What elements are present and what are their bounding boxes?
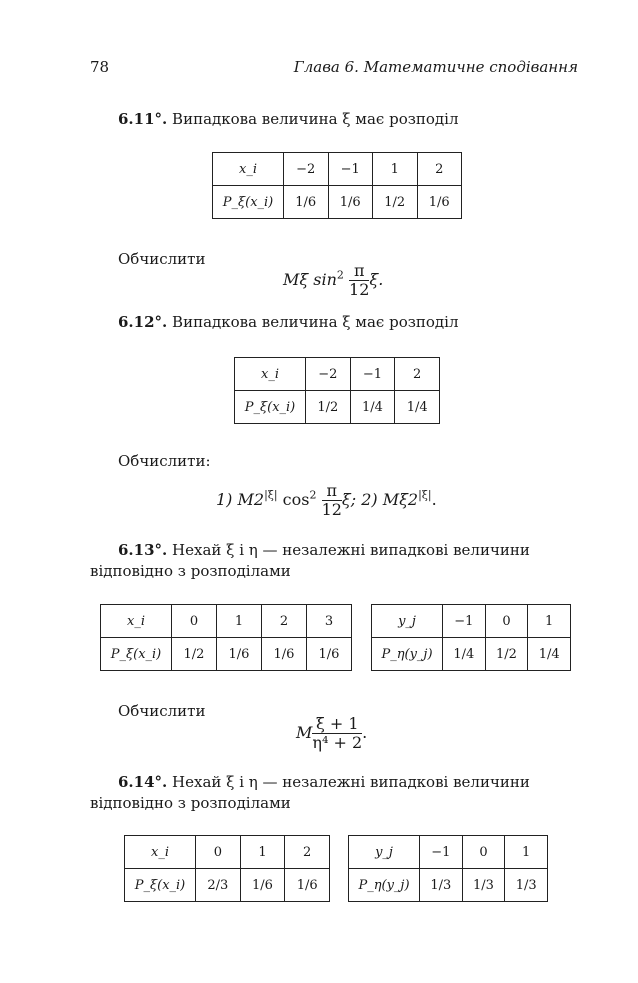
table-cell: 2/3 — [196, 869, 241, 902]
problem-text: відповідно з розподілами — [90, 794, 291, 812]
distribution-table-6-14-xi — [124, 835, 330, 902]
table-cell: x_i — [235, 358, 306, 391]
table-cell: 1/3 — [420, 869, 463, 902]
denominator: 12 — [349, 280, 370, 299]
table-cell: −1 — [328, 153, 373, 186]
table-cell: 2 — [417, 153, 462, 186]
table-cell: x_i — [125, 836, 196, 869]
table-cell: 0 — [485, 605, 528, 638]
table-cell: 1/6 — [285, 869, 330, 902]
distribution-table-6-13-xi — [100, 604, 352, 671]
formula-part: |ξ| — [418, 488, 432, 502]
fraction — [322, 482, 342, 519]
distribution-table-6-12 — [234, 357, 440, 424]
table-cell: 1/4 — [443, 638, 486, 671]
table-cell: 1 — [240, 836, 285, 869]
table-cell: P_ξ(x_i) — [213, 186, 284, 219]
table-cell: y_j — [349, 836, 420, 869]
numerator: π — [349, 262, 369, 281]
table-cell: 1/6 — [284, 186, 329, 219]
table-cell: 0 — [196, 836, 241, 869]
table-cell: 1/6 — [328, 186, 373, 219]
table-cell: 1/4 — [395, 391, 440, 424]
table-cell: P_η(y_j) — [372, 638, 443, 671]
formula-6-11 — [283, 262, 383, 299]
chapter-header: Глава 6. Математичне сподівання — [293, 58, 578, 76]
problem-text: Нехай ξ і η — незалежні випадкові величини — [172, 541, 530, 559]
table-cell: x_i — [101, 605, 172, 638]
numerator: π — [322, 482, 342, 501]
table-cell: −1 — [443, 605, 486, 638]
problem-number: 6.12°. — [118, 313, 168, 331]
table-cell: P_ξ(x_i) — [235, 391, 306, 424]
problem-number: 6.14°. — [118, 773, 168, 791]
formula-part: . — [431, 490, 437, 509]
table-cell: −1 — [420, 836, 463, 869]
table-cell: 1/6 — [240, 869, 285, 902]
problem-6-11 — [118, 110, 459, 128]
formula-6-13 — [296, 715, 367, 752]
distribution-table-6-13-eta — [371, 604, 571, 671]
problem-text: Випадкова величина ξ має розподіл — [172, 110, 459, 128]
table-cell: x_i — [213, 153, 284, 186]
distribution-table-6-11 — [212, 152, 462, 219]
table-cell: 1/6 — [307, 638, 352, 671]
denominator: η⁴ + 2 — [312, 733, 363, 752]
table-cell: 1/6 — [417, 186, 462, 219]
table-cell: 2 — [285, 836, 330, 869]
problem-number: 6.11°. — [118, 110, 168, 128]
formula-part: . — [362, 723, 368, 742]
table-cell: 0 — [462, 836, 505, 869]
formula-part: cos — [282, 490, 310, 509]
problem-text: відповідно з розподілами — [90, 562, 291, 580]
page-number: 78 — [90, 58, 110, 76]
table-cell: −1 — [350, 358, 395, 391]
problem-number: 6.13°. — [118, 541, 168, 559]
compute-label: Обчислити — [118, 250, 206, 268]
table-cell: 0 — [172, 605, 217, 638]
table-cell: P_ξ(x_i) — [125, 869, 196, 902]
table-cell: 1/3 — [462, 869, 505, 902]
formula-6-12 — [216, 482, 437, 519]
formula-part: Mξ sin — [283, 270, 337, 289]
formula-part: 2 — [336, 268, 344, 282]
table-cell: −2 — [306, 358, 351, 391]
formula-part: 2 — [309, 488, 317, 502]
table-cell: 3 — [307, 605, 352, 638]
table-cell: −2 — [284, 153, 329, 186]
table-cell: 1/3 — [505, 869, 548, 902]
compute-label: Обчислити — [118, 702, 206, 720]
table-cell: 1/4 — [528, 638, 571, 671]
distribution-table-6-14-eta — [348, 835, 548, 902]
compute-label: Обчислити: — [118, 452, 211, 470]
fraction — [312, 715, 362, 752]
numerator: ξ + 1 — [312, 715, 362, 734]
table-cell: 1/6 — [262, 638, 307, 671]
table-cell: 1/4 — [350, 391, 395, 424]
table-cell: 1 — [528, 605, 571, 638]
problem-text: Нехай ξ і η — незалежні випадкові величини — [172, 773, 530, 791]
table-cell: 1 — [505, 836, 548, 869]
formula-part: 1) M2 — [216, 490, 265, 509]
table-cell: 1/2 — [485, 638, 528, 671]
formula-part: M — [296, 723, 313, 742]
problem-6-13 — [118, 541, 530, 559]
formula-part: |ξ| — [264, 488, 278, 502]
table-cell: 1/2 — [172, 638, 217, 671]
problem-text: Випадкова величина ξ має розподіл — [172, 313, 459, 331]
denominator: 12 — [321, 500, 342, 519]
table-cell: 1 — [373, 153, 418, 186]
table-cell: 1/2 — [373, 186, 418, 219]
table-cell: 1/6 — [217, 638, 262, 671]
problem-6-12 — [118, 313, 459, 331]
table-cell: 2 — [395, 358, 440, 391]
table-cell: 1/2 — [306, 391, 351, 424]
problem-6-14 — [118, 773, 530, 791]
table-cell: P_η(y_j) — [349, 869, 420, 902]
table-cell: P_ξ(x_i) — [101, 638, 172, 671]
formula-part: ξ; 2) Mξ2 — [341, 490, 419, 509]
table-cell: 1 — [217, 605, 262, 638]
formula-part: ξ. — [369, 270, 384, 289]
table-cell: y_j — [372, 605, 443, 638]
table-cell: 2 — [262, 605, 307, 638]
fraction — [349, 262, 369, 299]
